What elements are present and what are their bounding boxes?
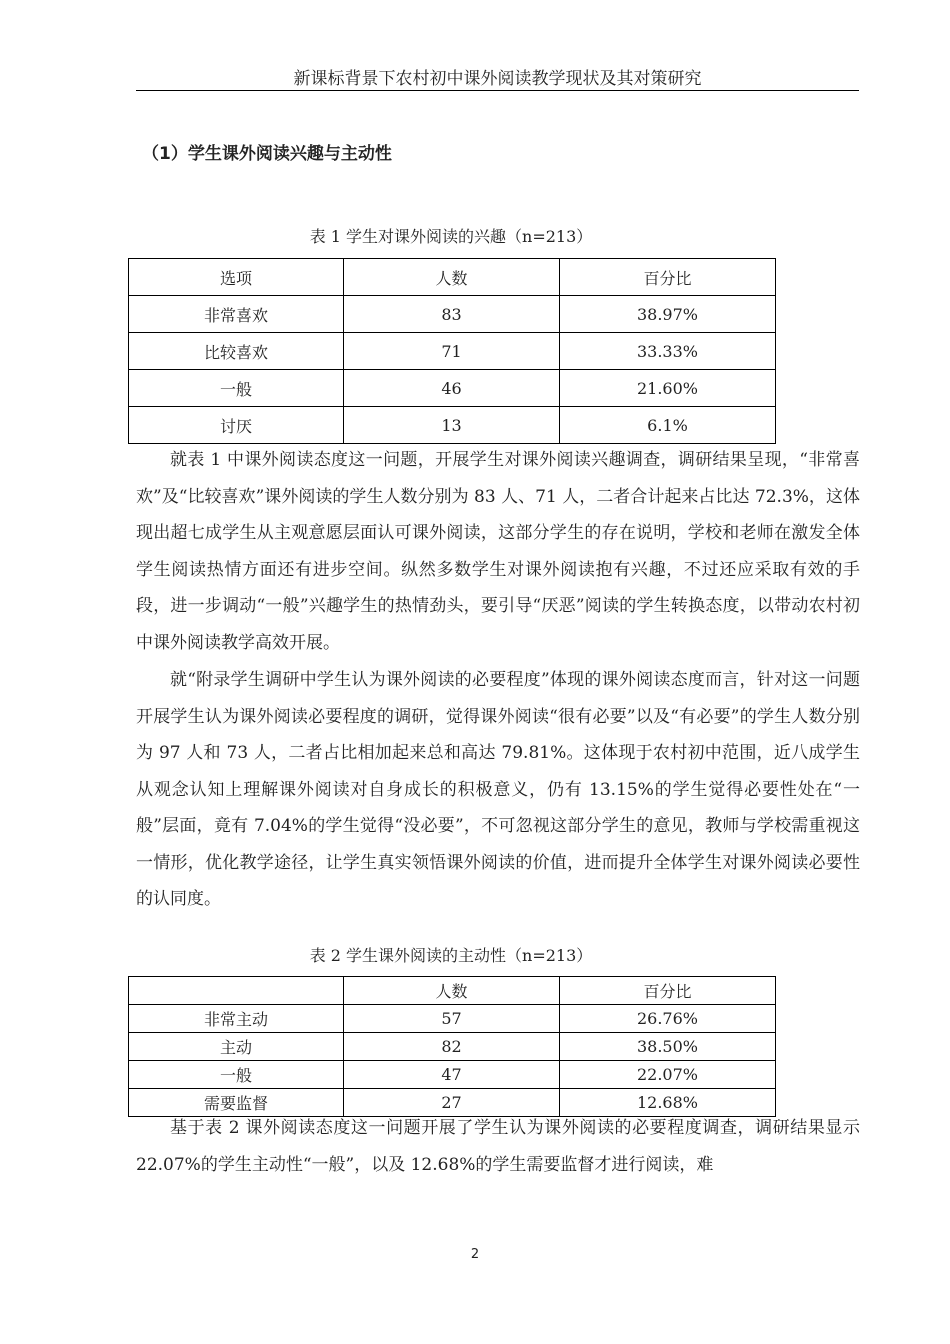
table-cell: 一般 [129,370,344,407]
table-cell: 13 [344,407,560,444]
table1-header-cell: 选项 [129,259,344,296]
page-number: 2 [470,1247,480,1262]
table-cell: 需要监督 [129,1089,344,1117]
table-cell: 27 [344,1089,560,1117]
table-cell: 非常主动 [129,1005,344,1033]
table2-header-cell: 百分比 [560,977,776,1005]
table-row [129,1033,776,1061]
header-divider [136,90,859,91]
paragraph: 就“附录学生调研中学生认为课外阅读的必要程度”体现的课外阅读态度而言，针对这一问题开展学生认为课外阅读必要程度的调研，觉得课外阅读“很有必要”以及“有必要”的学生人数分别为 97 人和 73 人，二者占比相加起来总和高达 79.81%。这体现于农村初中范围，近八成学生从观念认知上理解课外阅读对自身成长的积极意义，仍有 13.15%的学生觉得必要性处在“一般”层面，竟有 7.04%的学生觉得“没必要”，不可忽视这部分学生的意见，教师与学校需重视这一情形，优化教学途径，让学生真实领悟课外阅读的价值，进而提升全体学生对课外阅读必要性的认同度。 [136,670,860,909]
table-cell: 讨厌 [129,407,344,444]
table-cell: 26.76% [560,1005,776,1033]
table2-caption: 表 2 学生课外阅读的主动性（n=213） [309,946,593,965]
running-header: 新课标背景下农村初中课外阅读教学现状及其对策研究 [293,69,702,89]
table-cell: 21.60% [560,370,776,407]
table1-caption: 表 1 学生对课外阅读的兴趣（n=213） [309,227,593,246]
table1 [128,258,776,444]
table-cell: 82 [344,1033,560,1061]
table-row [129,407,776,444]
table2-header-cell [129,977,344,1005]
table1-header-cell: 百分比 [560,259,776,296]
table2-header-row [129,977,776,1005]
table-row [129,333,776,370]
paragraph: 基于表 2 课外阅读态度这一问题开展了学生认为课外阅读的必要程度调查，调研结果显示 22.07%的学生主动性“一般”，以及 12.68%的学生需要监督才进行阅读，难 [136,1118,860,1175]
section-title: （1）学生课外阅读兴趣与主动性 [142,144,392,164]
table-cell: 6.1% [560,407,776,444]
table-cell: 46 [344,370,560,407]
paragraph: 就表 1 中课外阅读态度这一问题，开展学生对课外阅读兴趣调查，调研结果呈现，“非常喜欢”及“比较喜欢”课外阅读的学生人数分别为 83 人、71 人，二者合计起来占比达 72.3%，这体现出超七成学生从主观意愿层面认可课外阅读，这部分学生的存在说明，学校和老师在激发全体学生阅读热情方面还有进步空间。纵然多数学生对课外阅读抱有兴趣，不过还应采取有效的手段，进一步调动“一般”兴趣学生的热情劲头，要引导“厌恶”阅读的学生转换态度，以带动农村初中课外阅读教学高效开展。 [136,450,860,653]
table-cell: 57 [344,1005,560,1033]
table1-header-row [129,259,776,296]
table-row [129,1005,776,1033]
table-row [129,1061,776,1089]
table-cell: 38.97% [560,296,776,333]
table-cell: 38.50% [560,1033,776,1061]
table-cell: 83 [344,296,560,333]
table2 [128,976,776,1117]
table-cell: 比较喜欢 [129,333,344,370]
table-cell: 22.07% [560,1061,776,1089]
table2-header-cell: 人数 [344,977,560,1005]
table-cell: 47 [344,1061,560,1089]
table-cell: 一般 [129,1061,344,1089]
table-cell: 71 [344,333,560,370]
table-row [129,370,776,407]
table-cell: 12.68% [560,1089,776,1117]
table-row [129,296,776,333]
table-cell: 33.33% [560,333,776,370]
table-cell: 非常喜欢 [129,296,344,333]
table1-header-cell: 人数 [344,259,560,296]
table-cell: 主动 [129,1033,344,1061]
